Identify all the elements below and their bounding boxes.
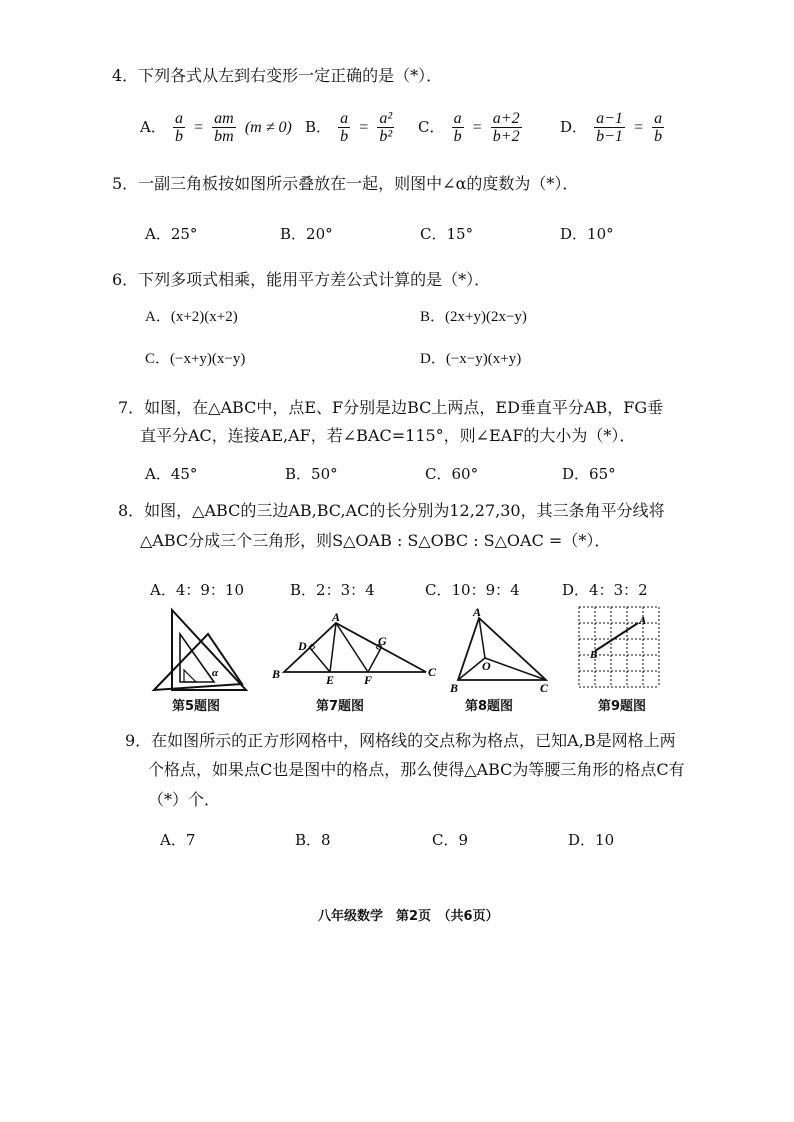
- q7-option-b[interactable]: B．50°: [285, 465, 338, 483]
- q5-stem: 5．一副三角板按如图所示叠放在一起，则图中∠α的度数为（*）．: [112, 174, 579, 193]
- fig7-label-c: C: [428, 665, 437, 679]
- q9-stem-line3: （*）个．: [148, 790, 221, 809]
- q8-stem-line2: △ABC分成三个三角形，则S△OAB : S△OBC : S△OAC =（*）．: [140, 531, 611, 550]
- q7-stem-line2: 直平分AC，连接AE,AF，若∠BAC=115°，则∠EAF的大小为（*）．: [140, 426, 636, 445]
- fig5-large-triangle: [172, 610, 246, 690]
- q4a-rhs: $\frac{am}{bm}$: [214, 110, 234, 145]
- page-footer: 八年级数学 第2页 （共6页）: [318, 909, 499, 924]
- fig8-label-b: B: [450, 681, 459, 695]
- fig9-segment-ab: [595, 623, 638, 651]
- q8-option-c[interactable]: C．10：9：4: [425, 581, 520, 599]
- fig7-label-a: A: [332, 610, 341, 624]
- figure-7: [270, 610, 440, 687]
- q5-option-d[interactable]: D．10°: [560, 225, 614, 243]
- q7-option-d[interactable]: D．65°: [562, 465, 616, 483]
- q6-option-c[interactable]: C．(−x+y)(x−y): [145, 351, 246, 367]
- q4a-lhs: $\frac{a}{b}$: [174, 110, 183, 145]
- fig7-label-e: E: [326, 673, 335, 687]
- fig8-label-c: C: [540, 681, 549, 695]
- fig9-label-a: A: [639, 615, 647, 627]
- q7-stem-line1: 7．如图，在△ABC中，点E、F分别是边BC上两点，ED垂直平分AB，FG垂: [118, 398, 664, 417]
- q4-option-a[interactable]: A． $\frac{a}{b}$ = $\frac{am}{bm}$ (m ≠ 0): [140, 110, 292, 145]
- q6-stem: 6．下列多项式相乘，能用平方差公式计算的是（*）．: [112, 270, 491, 289]
- q9-option-d[interactable]: D．10: [568, 831, 615, 849]
- figure-9: [576, 604, 662, 690]
- q9-stem-line1: 9．在如图所示的正方形网格中，网格线的交点称为格点，已知A,B是网格上两: [125, 731, 676, 750]
- figure-5: [150, 604, 250, 694]
- q9-option-a[interactable]: A．7: [160, 831, 196, 849]
- q7-option-c[interactable]: C．60°: [425, 465, 479, 483]
- fig5-small-inner: [184, 670, 196, 682]
- fig7-label-b: B: [272, 667, 281, 681]
- q5-option-c[interactable]: C．15°: [420, 225, 474, 243]
- q5-option-b[interactable]: B．20°: [280, 225, 333, 243]
- q8-option-a[interactable]: A．4：9：10: [150, 581, 245, 599]
- fig8-label-a: A: [473, 605, 482, 619]
- fig8-caption: 第8题图: [465, 699, 514, 714]
- q6-option-a[interactable]: A．(x+2)(x+2): [145, 309, 238, 325]
- q4-option-d[interactable]: D． $\frac{a-1}{b-1}$ = $\frac{a}{b}$: [560, 110, 663, 145]
- q8-stem-line1: 8．如图，△ABC的三边AB,BC,AC的长分别为12,27,30，其三条角平分线将: [118, 501, 665, 520]
- q4-option-c[interactable]: C． $\frac{a}{b}$ = $\frac{a+2}{b+2}$: [418, 110, 520, 145]
- q6-option-b[interactable]: B．(2x+y)(2x−y): [420, 309, 527, 325]
- q4-option-b[interactable]: B． $\frac{a}{b}$ = $\frac{\text{a²}}{\text{b²}}$: [305, 110, 393, 145]
- q4-stem: 4．下列各式从左到右变形一定正确的是（*）．: [112, 66, 443, 85]
- q9-stem-line2: 个格点，如果点C也是图中的格点，那么使得△ABC为等腰三角形的格点C有: [148, 760, 685, 779]
- q8-option-b[interactable]: B．2：3：4: [290, 581, 375, 599]
- fig7-label-d: D: [298, 639, 307, 653]
- q7-option-a[interactable]: A．45°: [145, 465, 198, 483]
- q9-option-b[interactable]: B．8: [295, 831, 331, 849]
- fig7-label-f: F: [364, 673, 373, 687]
- q6-option-d[interactable]: D．(−x−y)(x+y): [420, 351, 522, 367]
- fig5-caption: 第5题图: [172, 699, 221, 714]
- fig9-caption: 第9题图: [598, 699, 647, 714]
- fig8-label-o: O: [482, 659, 491, 673]
- fig9-label-b: B: [590, 649, 598, 661]
- fig7-caption: 第7题图: [316, 699, 365, 714]
- figure-8: [448, 606, 558, 696]
- q5-option-a[interactable]: A．25°: [145, 225, 198, 243]
- q8-option-d[interactable]: D．4：3：2: [562, 581, 648, 599]
- fig8-triangle-abc: [458, 618, 546, 680]
- fig7-label-g: G: [378, 634, 387, 648]
- q9-option-c[interactable]: C．9: [432, 831, 469, 849]
- fig5-alpha-label: α: [212, 667, 219, 679]
